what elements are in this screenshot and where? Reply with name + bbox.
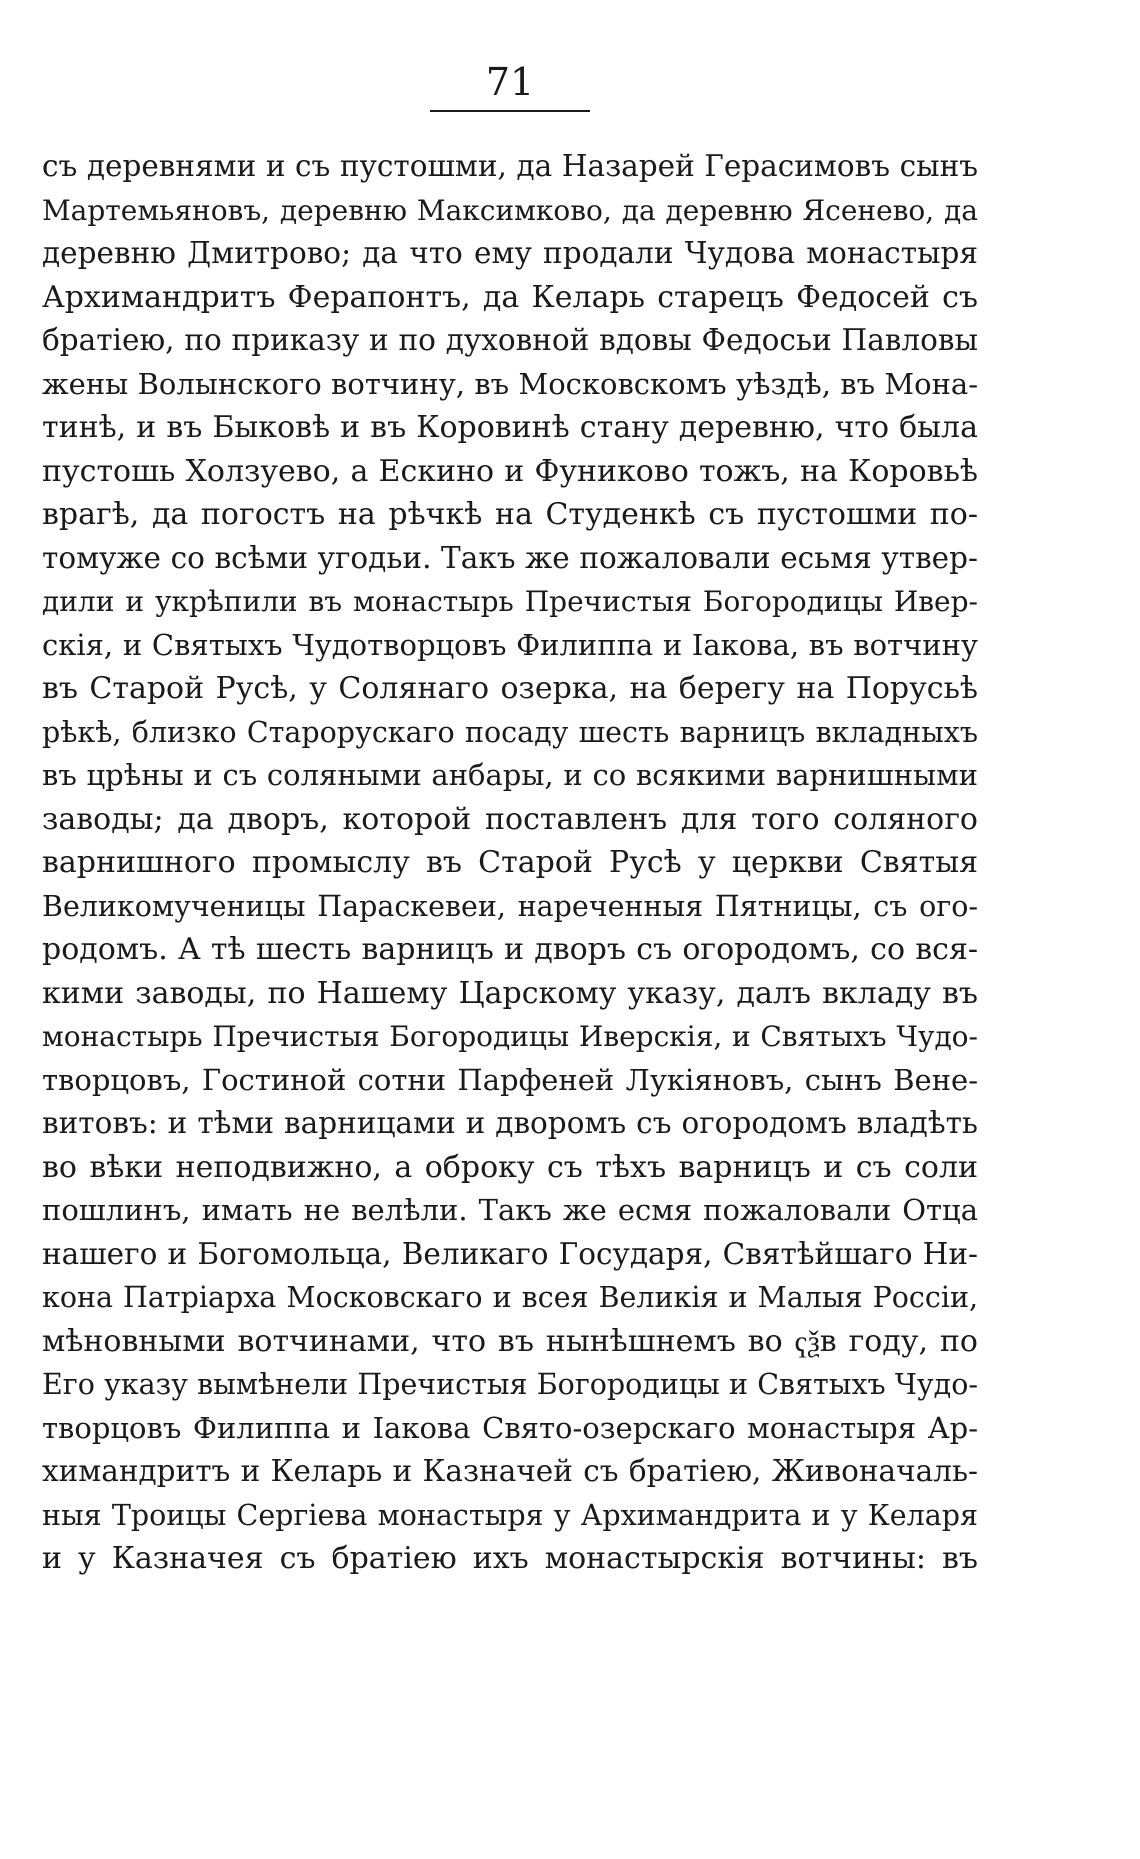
text-line: кими заводы, по Нашему Царскому указу, далъ вкладу въ [42,975,978,1011]
text-line: пошлинъ, имать не велѣли. Такъ же есмя пожаловали Отца [42,1193,978,1227]
text-line: Архимандритъ Ферапонтъ, да Келарь старецъ Федосей съ [42,279,978,315]
text-line: во вѣки неподвижно, а оброку съ тѣхъ варницъ и съ соли [42,1149,978,1185]
text-line: братiею, по приказу и по духовной вдовы Федосьи Павловы [42,323,978,357]
text-line: Великомученицы Параскевеи, нареченныя Пятницы, съ ого- [42,889,978,923]
text-line: творцовъ, Гостиной сотни Парфеней Лукiяновъ, сынъ Вене- [42,1062,978,1097]
text-line: кона Патрiарха Московскаго и всея Великiя и Малыя Россiи, [42,1281,978,1314]
text-line: Его указу вымѣнели Пречистыя Богородицы и Святыхъ Чудо- [42,1368,978,1401]
text-line: витовъ: и тѣми варницами и дворомъ съ огородомъ владѣть [42,1106,978,1140]
text-line: и у Казначея съ братiею ихъ монастырскiя вотчины: въ [42,1541,978,1576]
body-text [42,145,978,1581]
text-line: деревню Дмитрово; да что ему продали Чудова монастыря [42,236,978,270]
text-line: мѣновными вотчинами, что въ нынѣшнемъ во ҁѯв году, по [42,1323,978,1359]
page-number: 71 [485,60,535,104]
text-line: жены Волынского вотчину, въ Московскомъ уѣздѣ, въ Мона- [42,366,978,401]
text-line: ныя Троицы Сергiева монастыря у Архимандрита и у Келаря [42,1498,978,1532]
text-line: дили и укрѣпили въ монастырь Пречистыя Богородицы Ивер- [42,585,978,618]
text-line: въ црѣны и съ соляными анбары, и со всякими варнишными [42,758,978,792]
text-line: Мартемьяновъ, деревню Максимково, да деревню Ясенево, да [42,193,978,227]
text-line: нашего и Богомольца, Великаго Государя, Святѣйшаго Ни- [42,1236,978,1271]
text-line: родомъ. А тѣ шесть варницъ и дворъ съ огородомъ, со вся- [42,932,978,967]
text-line: заводы; да дворъ, которой поставленъ для того соляного [42,801,978,837]
page-number-rule [430,110,590,112]
text-line: монастырь Пречистыя Богородицы Иверскiя, и Святыхъ Чудо- [42,1020,978,1053]
text-line: томуже со всѣми угодьи. Такъ же пожаловали есьмя утвер- [42,540,978,575]
text-line: рѣкѣ, близко Старорускаго посаду шесть варницъ вкладныхъ [42,715,978,749]
text-line: пустошь Холзуево, а Ескино и Фуниково тожъ, на Коровьѣ [42,453,978,489]
text-line: тинѣ, и въ Быковѣ и въ Коровинѣ стану деревню, что была [42,410,978,445]
text-line: врагѣ, да погостъ на рѣчкѣ на Студенкѣ съ пустошми по- [42,497,978,532]
text-line: скiя, и Святыхъ Чудотворцовъ Филиппа и Iакова, въ вотчину [42,627,978,662]
text-line: въ Старой Русѣ, у Солянаго озерка, на берегу на Порусьѣ [42,671,978,706]
text-line: химандритъ и Келарь и Казначей съ братiею, Живоначаль- [42,1454,978,1488]
text-line: творцовъ Филиппа и Iакова Свято-озерскаго монастыря Ар- [42,1410,978,1445]
text-line: варнишного промыслу въ Старой Русѣ у церкви Святыя [42,845,978,880]
text-line: съ деревнями и съ пустошми, да Назарей Герасимовъ сынъ [42,149,978,183]
